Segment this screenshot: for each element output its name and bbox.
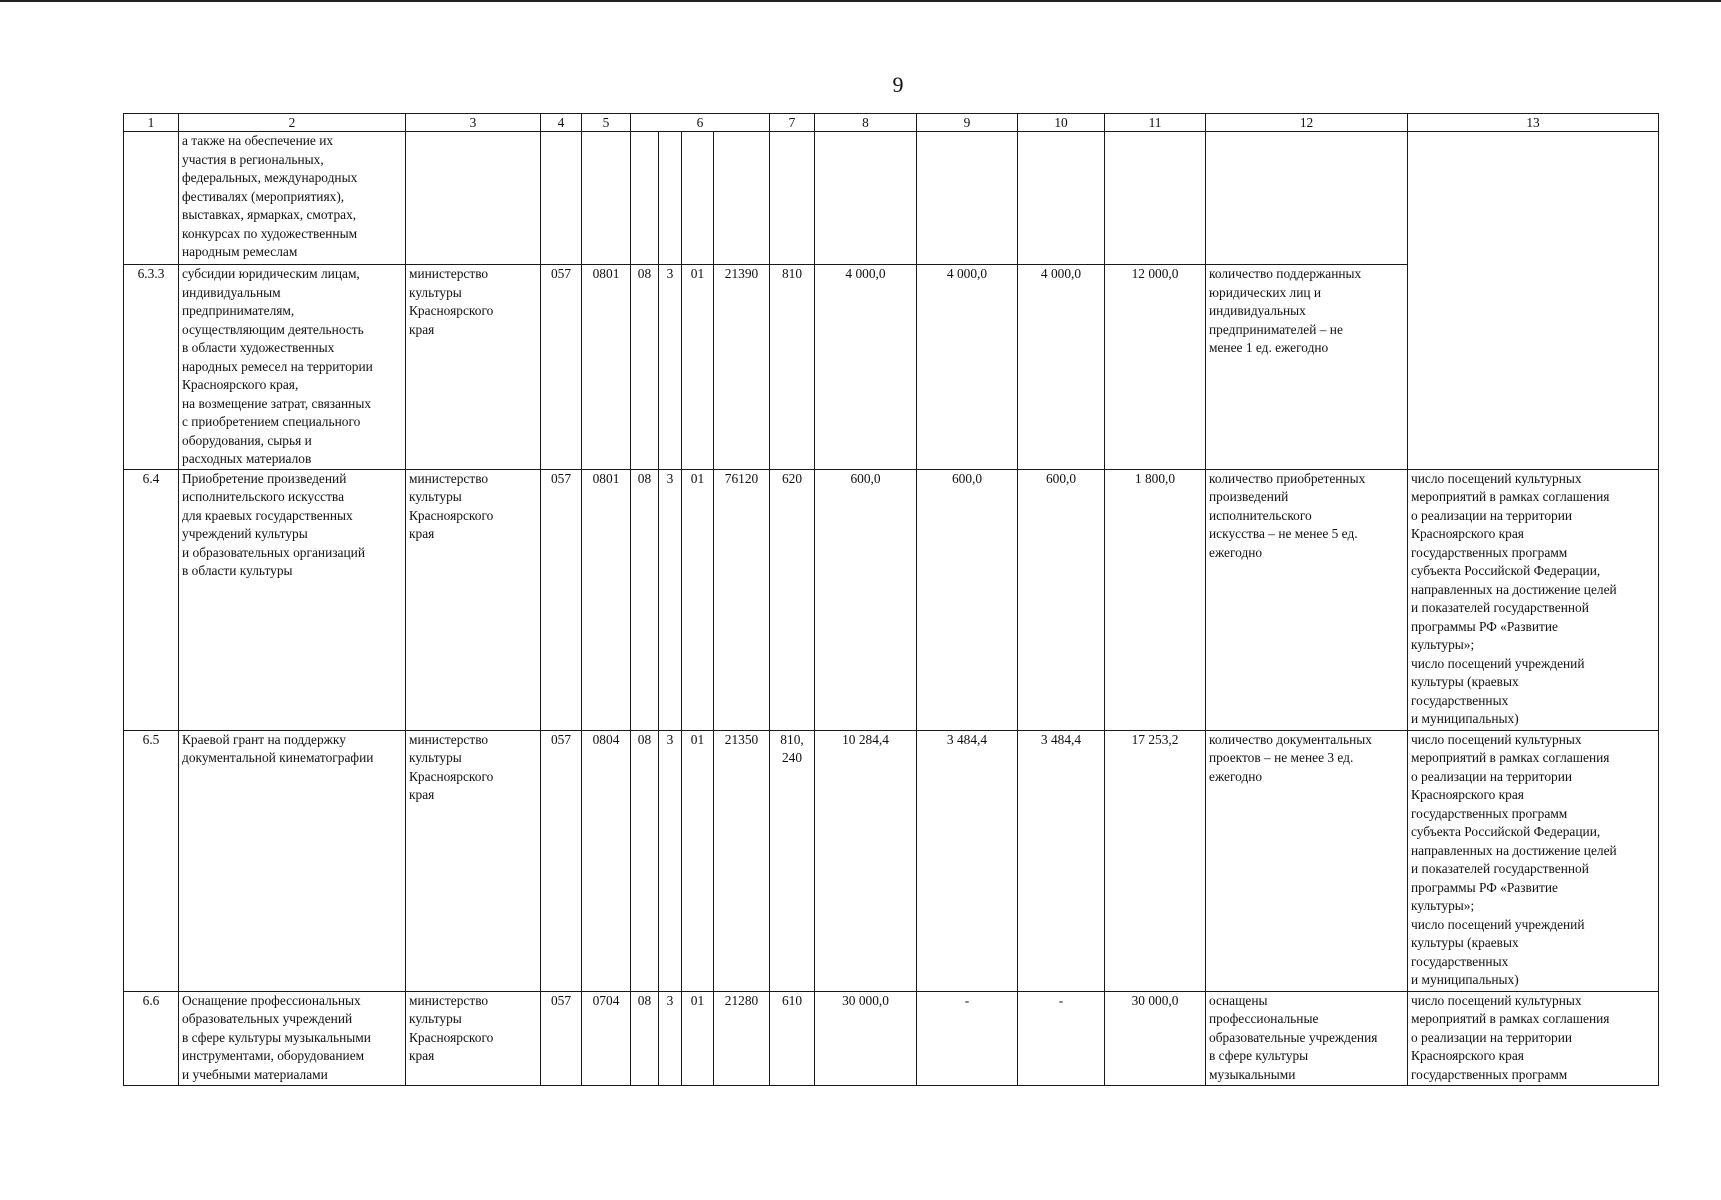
csr-direction: 21390 [714, 265, 770, 470]
row-number: 6.4 [124, 469, 179, 730]
header-col-10: 10 [1018, 114, 1105, 132]
expected-result: количество поддержанных юридических лиц и индивидуальных предпринимателей – не менее 1 ед. ежегодно [1206, 265, 1408, 470]
header-col-4: 4 [541, 114, 582, 132]
table-row-continuation [124, 132, 1659, 265]
csr-subprogram [659, 132, 682, 265]
program-measures-table [123, 113, 1659, 1086]
row-number: 6.3.3 [124, 265, 179, 470]
indicator: число посещений культурных мероприятий в рамках соглашения о реализации на территории Красноярского края государственных программ [1408, 991, 1659, 1085]
csr-direction [714, 132, 770, 265]
header-col-2: 2 [179, 114, 406, 132]
expected-result: оснащены профессиональные образовательные учреждения в сфере культуры музыкальными [1206, 991, 1408, 1085]
csr-measure: 01 [682, 469, 714, 730]
csr-direction: 21350 [714, 730, 770, 991]
vr-code [770, 132, 815, 265]
grbs-code: 057 [541, 730, 582, 991]
rzpr-code: 0704 [582, 991, 631, 1085]
amount-year-2: 600,0 [917, 469, 1018, 730]
amount-year-2: 4 000,0 [917, 265, 1018, 470]
measure-name: субсидии юридическим лицам, индивидуальным предпринимателям, осуществляющим деятельность в области художественных народных ремесел на территории Красноярского края, на возмещение затрат, связанных с приобретением специального оборудования, сырья и расходных материалов [179, 265, 406, 470]
amount-year-3: 600,0 [1018, 469, 1105, 730]
table-row-6-6 [124, 991, 1659, 1085]
amount-year-1: 4 000,0 [815, 265, 917, 470]
executor [406, 132, 541, 265]
csr-subprogram: 3 [659, 991, 682, 1085]
header-row [124, 114, 1659, 132]
amount-year-2 [917, 132, 1018, 265]
amount-total: 17 253,2 [1105, 730, 1206, 991]
row-number [124, 132, 179, 265]
csr-program: 08 [631, 265, 659, 470]
expected-result [1206, 132, 1408, 265]
row-number: 6.5 [124, 730, 179, 991]
indicator [1408, 132, 1659, 470]
csr-measure [682, 132, 714, 265]
csr-direction: 21280 [714, 991, 770, 1085]
csr-program: 08 [631, 730, 659, 991]
csr-direction: 76120 [714, 469, 770, 730]
header-col-3: 3 [406, 114, 541, 132]
header-col-8: 8 [815, 114, 917, 132]
amount-total: 1 800,0 [1105, 469, 1206, 730]
csr-program: 08 [631, 469, 659, 730]
row-number: 6.6 [124, 991, 179, 1085]
amount-year-2: - [917, 991, 1018, 1085]
csr-subprogram: 3 [659, 265, 682, 470]
measure-name: Краевой грант на поддержку документальной кинематографии [179, 730, 406, 991]
grbs-code [541, 132, 582, 265]
header-col-1: 1 [124, 114, 179, 132]
amount-year-1: 600,0 [815, 469, 917, 730]
amount-year-1 [815, 132, 917, 265]
scan-top-edge [0, 0, 1721, 2]
csr-subprogram: 3 [659, 469, 682, 730]
grbs-code: 057 [541, 991, 582, 1085]
amount-total: 12 000,0 [1105, 265, 1206, 470]
page-number: 9 [892, 72, 904, 97]
amount-total: 30 000,0 [1105, 991, 1206, 1085]
amount-year-3: 3 484,4 [1018, 730, 1105, 991]
header-col-11: 11 [1105, 114, 1206, 132]
amount-year-2: 3 484,4 [917, 730, 1018, 991]
rzpr-code [582, 132, 631, 265]
measure-name: Приобретение произведений исполнительского искусства для краевых государственных учреждений культуры и образовательных организаций в области культуры [179, 469, 406, 730]
indicator: число посещений культурных мероприятий в рамках соглашения о реализации на территории Красноярского края государственных программ субъекта Российской Федерации, направленных на достижение целей и показателей государственной программы РФ «Развитие культуры»; число посещений учреждений культуры (краевых государственных и муниципальных) [1408, 730, 1659, 991]
csr-subprogram: 3 [659, 730, 682, 991]
header-col-9: 9 [917, 114, 1018, 132]
executor: министерство культуры Красноярского края [406, 265, 541, 470]
rzpr-code: 0801 [582, 469, 631, 730]
table-row-6-5 [124, 730, 1659, 991]
amount-year-3: - [1018, 991, 1105, 1085]
csr-program [631, 132, 659, 265]
rzpr-code: 0804 [582, 730, 631, 991]
grbs-code: 057 [541, 265, 582, 470]
header-col-5: 5 [582, 114, 631, 132]
expected-result: количество документальных проектов – не менее 3 ед. ежегодно [1206, 730, 1408, 991]
amount-year-3: 4 000,0 [1018, 265, 1105, 470]
table-row-6-4 [124, 469, 1659, 730]
executor: министерство культуры Красноярского края [406, 730, 541, 991]
csr-measure: 01 [682, 265, 714, 470]
amount-total [1105, 132, 1206, 265]
measure-name: Оснащение профессиональных образовательных учреждений в сфере культуры музыкальными инструментами, оборудованием и учебными материалами [179, 991, 406, 1085]
header-col-6: 6 [631, 114, 770, 132]
vr-code: 610 [770, 991, 815, 1085]
header-col-12: 12 [1206, 114, 1408, 132]
vr-code: 810, 240 [770, 730, 815, 991]
rzpr-code: 0801 [582, 265, 631, 470]
grbs-code: 057 [541, 469, 582, 730]
vr-code: 620 [770, 469, 815, 730]
indicator: число посещений культурных мероприятий в рамках соглашения о реализации на территории Красноярского края государственных программ субъекта Российской Федерации, направленных на достижение целей и показателей государственной программы РФ «Развитие культуры»; число посещений учреждений культуры (краевых государственных и муниципальных) [1408, 469, 1659, 730]
expected-result: количество приобретенных произведений исполнительского искусства – не менее 5 ед. ежегодно [1206, 469, 1408, 730]
csr-measure: 01 [682, 991, 714, 1085]
amount-year-1: 30 000,0 [815, 991, 917, 1085]
csr-measure: 01 [682, 730, 714, 991]
measure-name: а также на обеспечение их участия в региональных, федеральных, международных фестивалях (мероприятиях), выставках, ярмарках, смотрах, конкурсах по художественным народным ремеслам [179, 132, 406, 265]
csr-program: 08 [631, 991, 659, 1085]
amount-year-3 [1018, 132, 1105, 265]
amount-year-1: 10 284,4 [815, 730, 917, 991]
header-col-7: 7 [770, 114, 815, 132]
executor: министерство культуры Красноярского края [406, 991, 541, 1085]
vr-code: 810 [770, 265, 815, 470]
executor: министерство культуры Красноярского края [406, 469, 541, 730]
header-col-13: 13 [1408, 114, 1659, 132]
